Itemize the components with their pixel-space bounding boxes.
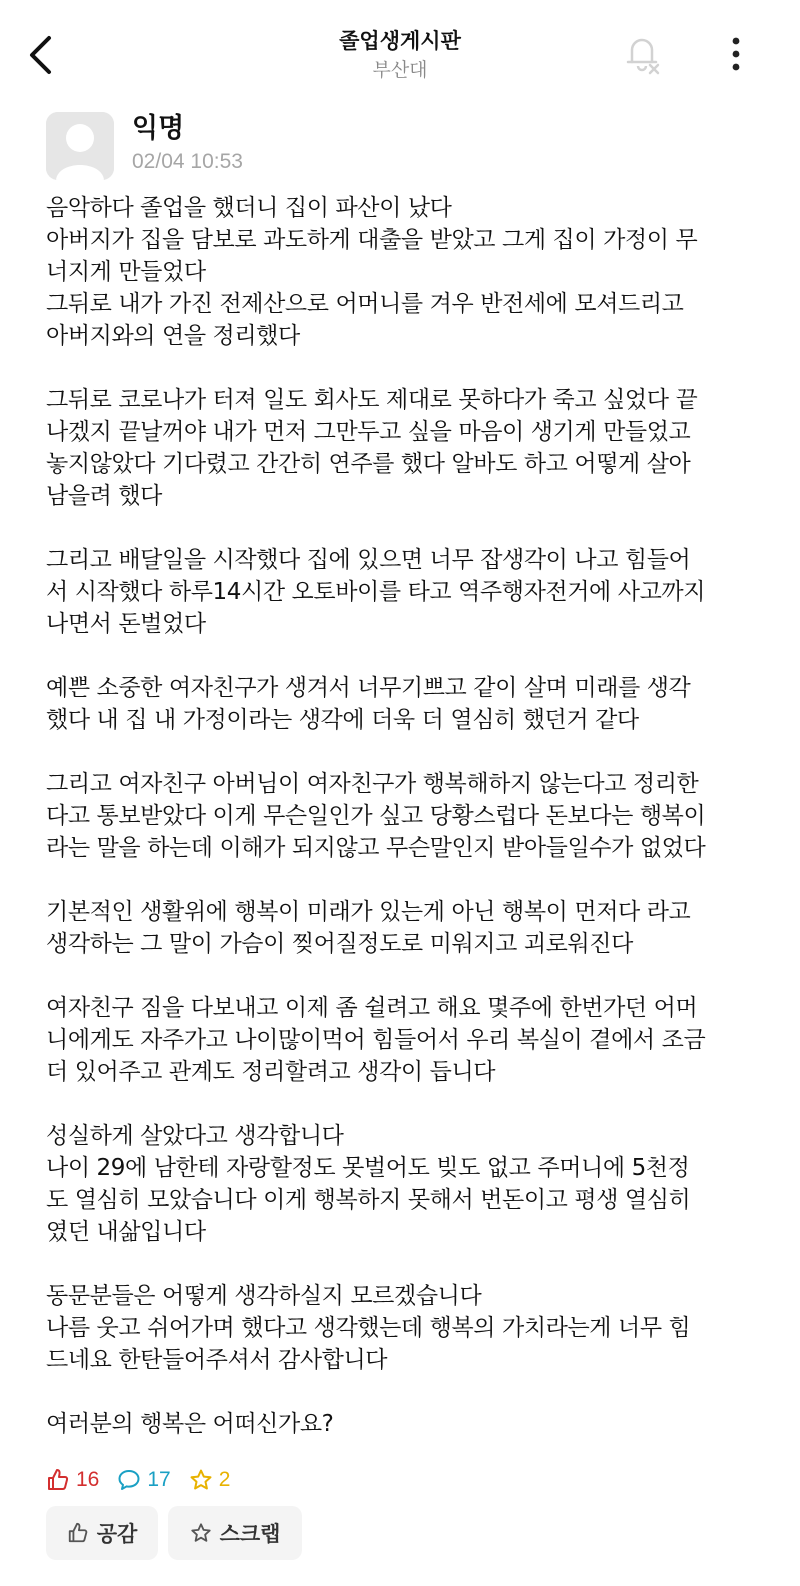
star-icon xyxy=(189,1468,213,1492)
author-name: 익명 xyxy=(132,113,185,144)
post-text-line: 예쁜 소중한 여자친구가 생겨서 너무기쁘고 같이 살며 미래를 생각 xyxy=(46,675,691,701)
comment-icon xyxy=(117,1468,141,1492)
post-text-line: 였던 내삶입니다 xyxy=(46,1219,206,1245)
post-text-line: 도 열심히 모았습니다 이게 행복하지 못해서 번돈이고 평생 열심히 xyxy=(46,1187,691,1213)
post-text-line: 아버지가 집을 담보로 과도하게 대출을 받았고 그게 집이 가정이 무 xyxy=(46,227,698,253)
post-text-line: 놓지않았다 기다렸고 간간히 연주를 했다 알바도 하고 어떻게 살아 xyxy=(46,451,691,477)
post-paragraph xyxy=(46,896,766,960)
post-paragraph xyxy=(46,672,766,736)
comment-count-value: 17 xyxy=(147,1468,171,1491)
post-text-line: 나이 29에 남한테 자랑할정도 못벌어도 빚도 없고 주머니에 5천정 xyxy=(46,1155,690,1181)
thumbs-up-icon xyxy=(46,1468,70,1492)
post-text-line: 드네요 한탄들어주셔서 감사합니다 xyxy=(46,1347,388,1373)
post-text-line: 그뒤로 내가 가진 전제산으로 어머니를 겨우 반전세에 모셔드리고 xyxy=(46,291,684,317)
post-text-line: 여러분의 행복은 어떠신가요? xyxy=(46,1411,334,1437)
scrap-count-value: 2 xyxy=(218,1468,231,1491)
post-paragraph xyxy=(46,1408,766,1440)
post-body xyxy=(46,192,766,1440)
board-header xyxy=(200,28,600,84)
post-text-line: 기본적인 생활위에 행복이 미래가 있는게 아닌 행복이 먼저다 라고 xyxy=(46,899,691,925)
post-text-line: 라는 말을 하는데 이해가 되지않고 무슨말인지 받아들일수가 없었다 xyxy=(46,835,706,861)
chevron-left-icon xyxy=(27,35,53,75)
more-vertical-icon xyxy=(731,37,741,71)
post-paragraph xyxy=(46,1120,766,1248)
scrap-button[interactable] xyxy=(168,1506,302,1560)
school-name: 부산대 xyxy=(372,59,428,81)
post-actions xyxy=(46,1506,302,1560)
post-text-line: 여자친구 짐을 다보내고 이제 좀 쉴려고 해요 몇주에 한번가던 어머 xyxy=(46,995,698,1021)
top-bar xyxy=(0,0,800,100)
back-button[interactable] xyxy=(18,30,62,80)
post-paragraph xyxy=(46,1280,766,1376)
post-text-line: 생각하는 그 말이 가슴이 찢어질정도로 미워지고 괴로워진다 xyxy=(46,931,633,957)
post-text-line: 성실하게 살았다고 생각합니다 xyxy=(46,1123,344,1149)
post-text-line: 서 시작했다 하루14시간 오토바이를 타고 역주행자전거에 사고까지 xyxy=(46,579,706,605)
post-paragraph xyxy=(46,384,766,512)
post-paragraph xyxy=(46,544,766,640)
like-count xyxy=(46,1468,99,1492)
post-text-line: 더 있어주고 관계도 정리할려고 생각이 듭니다 xyxy=(46,1059,496,1085)
scrap-count xyxy=(189,1468,231,1492)
star-icon xyxy=(190,1522,212,1544)
post-text-line: 다고 통보받았다 이게 무슨일인가 싶고 당황스럽다 돈보다는 행복이 xyxy=(46,803,706,829)
empathy-button[interactable] xyxy=(46,1506,158,1560)
post-text-line: 그뒤로 코로나가 터져 일도 회사도 제대로 못하다가 죽고 싶었다 끝 xyxy=(46,387,698,413)
post-timestamp: 02/04 10:53 xyxy=(132,150,243,173)
default-avatar-icon xyxy=(46,112,114,180)
post-text-line: 음악하다 졸업을 했더니 집이 파산이 났다 xyxy=(46,195,452,221)
post-text-line: 남을려 했다 xyxy=(46,483,163,509)
empathy-label: 공감 xyxy=(96,1522,138,1546)
notification-toggle-button[interactable] xyxy=(618,30,666,78)
post-text-line: 니에게도 자주가고 나이많이먹어 힘들어서 우리 복실이 곁에서 조금 xyxy=(46,1027,706,1053)
bell-off-icon xyxy=(620,32,664,76)
more-options-button[interactable] xyxy=(716,30,756,78)
post-text-line: 나면서 돈벌었다 xyxy=(46,611,206,637)
post-text-line: 그리고 여자친구 아버님이 여자친구가 행복해하지 않는다고 정리한 xyxy=(46,771,699,797)
post-text-line: 했다 내 집 내 가정이라는 생각에 더욱 더 열심히 했던거 같다 xyxy=(46,707,639,733)
post-paragraph xyxy=(46,992,766,1088)
post-stats xyxy=(46,1462,230,1498)
thumbs-up-icon xyxy=(67,1522,89,1544)
post-text-line: 너지게 만들었다 xyxy=(46,259,206,285)
post-text-line: 아버지와의 연을 정리했다 xyxy=(46,323,300,349)
board-title: 졸업생게시판 xyxy=(339,29,461,53)
post-paragraph xyxy=(46,192,766,352)
post-text-line: 나름 웃고 쉬어가며 했다고 생각했는데 행복의 가치라는게 너무 힘 xyxy=(46,1315,691,1341)
post-paragraph xyxy=(46,768,766,864)
post-text-line: 나겠지 끝날꺼야 내가 먼저 그만두고 싶을 마음이 생기게 만들었고 xyxy=(46,419,691,445)
post-text-line: 동문분들은 어떻게 생각하실지 모르겠습니다 xyxy=(46,1283,482,1309)
comment-count xyxy=(117,1468,170,1492)
like-count-value: 16 xyxy=(76,1468,100,1491)
avatar xyxy=(46,112,114,180)
scrap-label: 스크랩 xyxy=(219,1522,281,1546)
post-text-line: 그리고 배달일을 시작했다 집에 있으면 너무 잡생각이 나고 힘들어 xyxy=(46,547,691,573)
post-author-row xyxy=(46,110,746,182)
